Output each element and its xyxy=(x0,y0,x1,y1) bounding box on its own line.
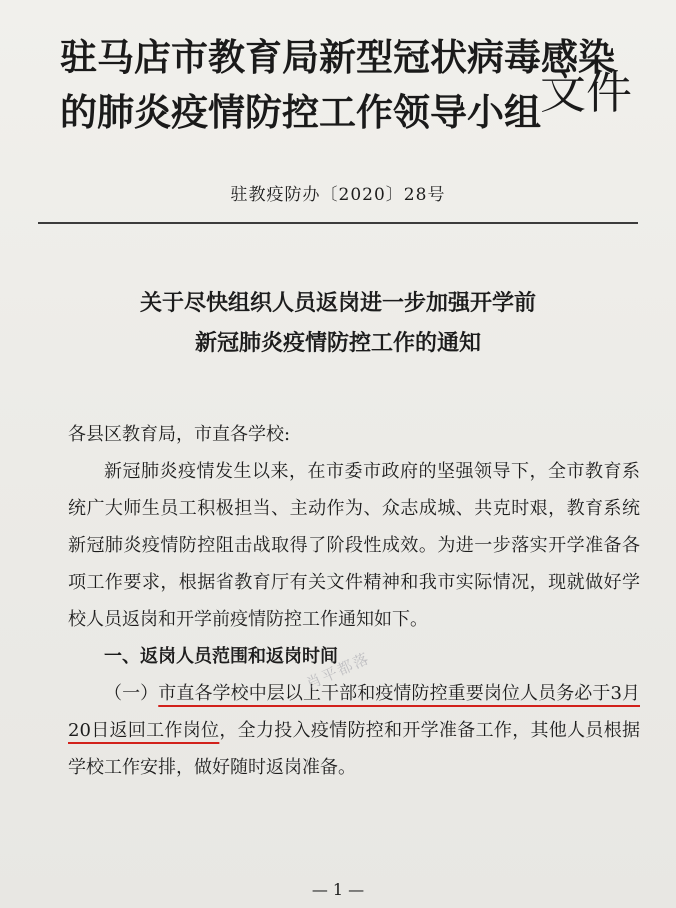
document-type-label: 文件 xyxy=(540,65,632,119)
item-1-highlight: 市直各学校中层以上干部和疫情防控重要岗位人员务必于3月20日返回工作岗位 xyxy=(68,683,640,741)
salutation: 各县区教育局，市直各学校: xyxy=(68,424,291,445)
item-1-prefix: （一） xyxy=(104,683,159,704)
document-body xyxy=(68,416,640,786)
watermark: 肖平都落 xyxy=(303,648,373,694)
item-1-rest: ，全力投入疫情防控和开学准备工作，其他人员根据学校工作安排，做好随时返岗准备。 xyxy=(68,720,641,778)
issuing-authority-line-2: 的肺炎疫情防控工作领导小组 xyxy=(60,91,541,134)
notice-title-line-1: 关于尽快组织人员返岗进一步加强开学前 xyxy=(139,291,536,316)
paragraph-intro: 新冠肺炎疫情发生以来，在市委市政府的坚强领导下，全市教育系统广大师生员工积极担当、主动作为、众志成城、共克时艰，教育系统新冠肺炎疫情防控阻击战取得了阶段性成效。为进一步落实开学准备各项工作要求，根据省教育厅有关文件精神和我市实际情况，现就做好学校人员返岗和开学前疫情防控工作通知如下。 xyxy=(68,461,640,630)
document-number: 驻教疫防办〔2020〕28号 xyxy=(230,185,446,205)
header-divider xyxy=(38,222,638,224)
item-1 xyxy=(68,675,640,786)
section-heading-1: 一、返岗人员范围和返岗时间 xyxy=(104,646,338,667)
notice-title xyxy=(0,284,676,364)
issuing-authority-line-1: 驻马店市教育局新型冠状病毒感染 xyxy=(60,36,615,79)
page-number: — 1 — xyxy=(311,880,365,899)
notice-title-line-2: 新冠肺炎疫情防控工作的通知 xyxy=(194,331,481,356)
